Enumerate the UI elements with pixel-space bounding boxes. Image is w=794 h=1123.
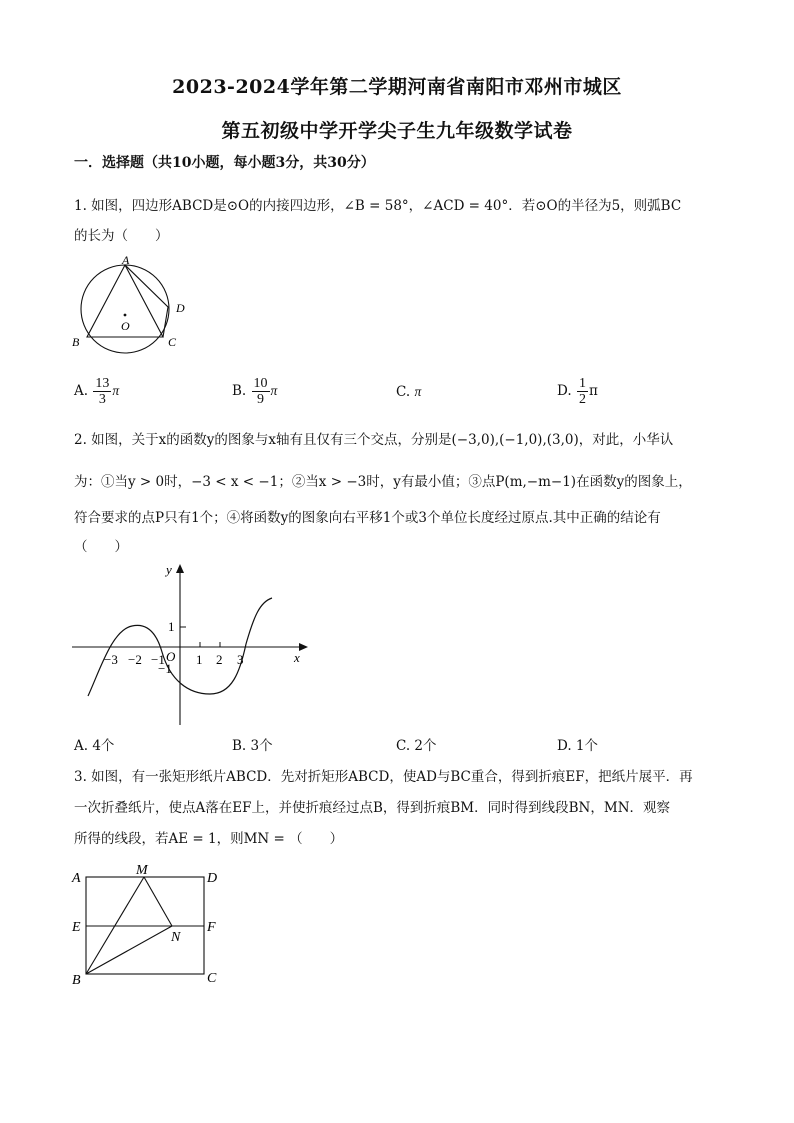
q1-option-c[interactable]: C. π: [396, 384, 422, 400]
q1-option-b-fraction: $\frac{10}{9}$: [253, 376, 268, 407]
circle-o: [81, 265, 169, 353]
y-tick-label-1: 1: [168, 619, 175, 634]
q2-option-b[interactable]: B. 3个: [232, 738, 273, 754]
x-tick-label-2: 2: [216, 652, 223, 667]
q2-option-a[interactable]: A. 4个: [74, 738, 115, 754]
label-f: F: [207, 920, 216, 935]
label-b: B: [72, 973, 81, 988]
exam-title-line-1: 2023-2024学年第二学期河南省南阳市邓州市城区: [172, 76, 622, 98]
label-e: E: [72, 920, 81, 935]
x-axis-label: x: [294, 650, 300, 665]
q1-stem-line-2: 的长为（ ）: [74, 228, 169, 244]
section-heading-multiple-choice: 一．选择题（共10小题，每小题3分，共30分）: [74, 155, 375, 171]
x-tick-label-1: 1: [196, 652, 203, 667]
q1-option-b[interactable]: B. $\frac{10}{9}$ π: [232, 376, 278, 407]
segment-bn: [86, 926, 172, 974]
x-tick-label-minus-3: −3: [104, 652, 118, 667]
q2-function-graph: [70, 560, 320, 730]
label-n: N: [171, 930, 181, 945]
label-a: A: [122, 253, 130, 267]
segment-mn: [144, 877, 172, 926]
q2-stem-line-4: （ ）: [74, 539, 128, 555]
q1-option-a-fraction: $\frac{13}{3}$: [95, 376, 110, 407]
label-b: B: [72, 335, 80, 349]
q3-rectangle-figure: [66, 858, 236, 990]
q2-option-d[interactable]: D. 1个: [557, 738, 599, 754]
q1-option-d-fraction: $\frac{1}{2}$: [578, 376, 586, 407]
label-m: M: [136, 863, 148, 878]
label-o: O: [121, 319, 130, 333]
exam-title-line-2: 第五初级中学开学尖子生九年级数学试卷: [221, 120, 573, 142]
x-tick-label-3: 3: [237, 652, 244, 667]
y-axis-label: y: [166, 562, 172, 577]
q1-option-d[interactable]: D. $\frac{1}{2}$ π: [557, 376, 598, 407]
q2-stem-line-3: 符合要求的点P只有1个；④将函数y的图象向右平移1个或3个单位长度经过原点.其中正确的结论有: [74, 510, 661, 526]
q1-circle-figure: [68, 252, 198, 356]
label-c: C: [168, 335, 177, 349]
x-tick-label-minus-2: −2: [128, 652, 142, 667]
y-tick-label-minus-1: −1: [158, 661, 172, 676]
q3-stem-line-2: 一次折叠纸片，使点A落在EF上，并使折痕经过点B，得到折痕BM．同时得到线段BN，MN．观察: [74, 800, 671, 816]
x-tick-label-minus-1: −1: [151, 652, 165, 667]
label-d: D: [176, 301, 185, 315]
q1-stem-line-1: 1. 如图，四边形ABCD是⊙O的内接四边形，∠B = 58°，∠ACD = 40°．若⊙O的半径为5，则弧BC: [74, 198, 682, 214]
q3-stem-line-3: 所得的线段，若AE = 1，则MN = （ ）: [74, 831, 344, 847]
segments-ad-dc: [125, 265, 168, 337]
label-d: D: [207, 871, 218, 886]
y-axis-arrow-icon: [176, 564, 184, 573]
x-axis-arrow-icon: [299, 643, 308, 651]
q2-option-c[interactable]: C. 2个: [396, 738, 437, 754]
label-a: A: [72, 871, 81, 886]
q1-option-a[interactable]: A. $\frac{13}{3}$ π: [74, 376, 120, 407]
center-point-o: [124, 314, 127, 317]
label-c: C: [207, 971, 217, 986]
q2-stem-line-1: 2. 如图，关于x的函数y的图象与x轴有且仅有三个交点，分别是(−3,0),(−1,0),(3,0)，对此，小华认: [74, 432, 674, 448]
origin-label: O: [166, 649, 176, 664]
q2-stem-line-2: 为：①当y > 0时，−3 < x < −1；②当x > −3时，y有最小值；③点P(m,−m−1)在函数y的图象上，: [74, 474, 692, 490]
q3-stem-line-1: 3. 如图，有一张矩形纸片ABCD．先对折矩形ABCD，使AD与BC重合，得到折痕EF，把纸片展平．再: [74, 769, 693, 785]
